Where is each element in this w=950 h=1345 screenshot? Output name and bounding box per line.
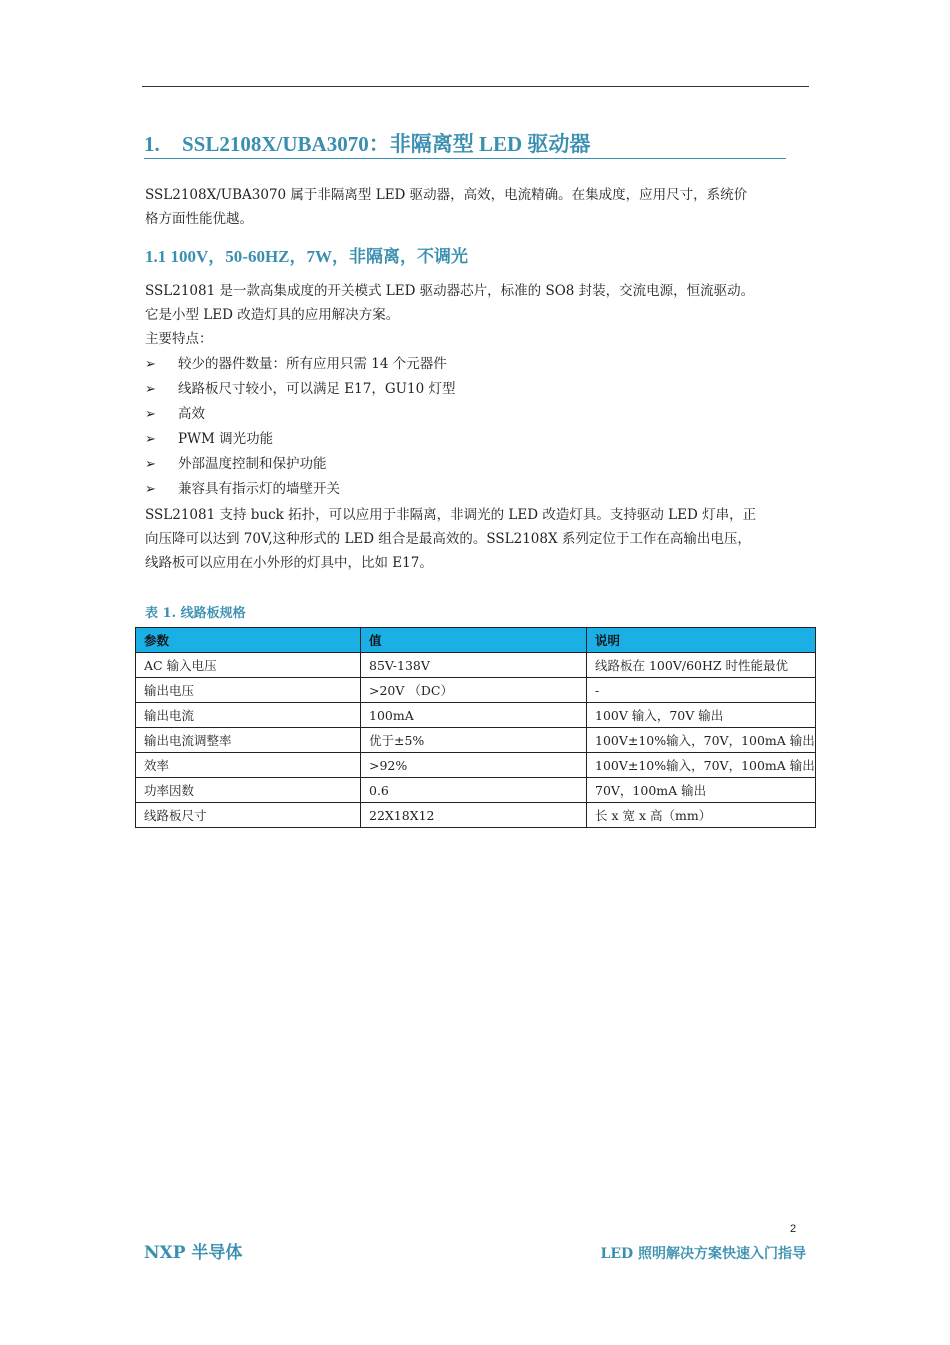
footer-guide-title: LED 照明解决方案快速入门指导: [600, 1246, 806, 1262]
table-cell: 功率因数: [136, 778, 361, 803]
list-item: [145, 377, 455, 402]
desc-line: 它是小型 LED 改造灯具的应用解决方案。: [145, 307, 400, 323]
section-number: 1.: [144, 132, 160, 156]
arrow-bullet-icon: ➢: [145, 432, 156, 447]
column-header: 参数: [136, 628, 361, 653]
table-cell: -: [587, 678, 816, 703]
intro-line: SSL2108X/UBA3070 属于非隔离型 LED 驱动器，高效，电流精确。在集成度，应用尺寸，系统价: [145, 187, 748, 203]
feature-list: [145, 352, 455, 502]
list-item: [145, 352, 455, 377]
arrow-bullet-icon: ➢: [145, 357, 156, 372]
header-rule: [142, 86, 809, 87]
table-cell: >92%: [361, 753, 587, 778]
intro-line: 格方面性能优越。: [145, 211, 253, 227]
subsection-body: [145, 503, 810, 575]
desc-line: SSL21081 是一款高集成度的开关模式 LED 驱动器芯片，标准的 SO8 封装，交流电源，恒流驱动。: [145, 283, 755, 299]
body-line: SSL21081 支持 buck 拓扑，可以应用于非隔离，非调光的 LED 改造灯具。支持驱动 LED 灯串，正: [145, 507, 757, 523]
table-caption: 表 1. 线路板规格: [145, 606, 246, 621]
feature-text: 高效: [178, 406, 205, 422]
feature-text: 兼容具有指示灯的墙壁开关: [178, 481, 340, 497]
table-cell: AC 输入电压: [136, 653, 361, 678]
arrow-bullet-icon: ➢: [145, 482, 156, 497]
table-row: [136, 728, 816, 753]
table-cell: 效率: [136, 753, 361, 778]
table-cell: 输出电流调整率: [136, 728, 361, 753]
list-item: [145, 402, 455, 427]
list-item: [145, 477, 455, 502]
subsection-heading: 1.1 100V，50-60HZ，7W，非隔离，不调光: [145, 247, 468, 266]
table-row: [136, 803, 816, 828]
page-number: 2: [790, 1223, 797, 1235]
arrow-bullet-icon: ➢: [145, 407, 156, 422]
table-cell: >20V （DC）: [361, 678, 587, 703]
column-header: 说明: [587, 628, 816, 653]
feature-text: 较少的器件数量：所有应用只需 14 个元器件: [178, 356, 447, 372]
table-cell: 输出电流: [136, 703, 361, 728]
list-item: [145, 427, 455, 452]
table-cell: 22X18X12: [361, 803, 587, 828]
feature-text: 外部温度控制和保护功能: [178, 456, 327, 472]
table-cell: 长 x 宽 x 高（mm）: [587, 803, 816, 828]
section-title: SSL2108X/UBA3070：非隔离型 LED 驱动器: [182, 132, 591, 156]
table-cell: 输出电压: [136, 678, 361, 703]
section-intro: [145, 183, 810, 231]
table-row: [136, 703, 816, 728]
table-row: [136, 778, 816, 803]
table-cell: 100mA: [361, 703, 587, 728]
section-heading: [144, 130, 786, 159]
column-header: 值: [361, 628, 587, 653]
table-cell: 85V-138V: [361, 653, 587, 678]
table-cell: 0.6: [361, 778, 587, 803]
features-title: 主要特点：: [145, 331, 213, 347]
table-cell: 100V±10%输入，70V，100mA 输出: [587, 728, 816, 753]
table-cell: 100V±10%输入，70V，100mA 输出: [587, 753, 816, 778]
arrow-bullet-icon: ➢: [145, 382, 156, 397]
feature-text: 线路板尺寸较小，可以满足 E17，GU10 灯型: [178, 381, 456, 397]
footer-company: NXP 半导体: [144, 1243, 243, 1263]
body-line: 向压降可以达到 70V,这种形式的 LED 组合是最高效的。SSL2108X 系列定位于工作在高输出电压，: [145, 531, 751, 547]
table-cell: 线路板在 100V/60HZ 时性能最优: [587, 653, 816, 678]
table-cell: 线路板尺寸: [136, 803, 361, 828]
body-line: 线路板可以应用在小外形的灯具中，比如 E17。: [145, 555, 433, 571]
feature-text: PWM 调光功能: [178, 431, 274, 447]
spec-table: [135, 627, 816, 828]
list-item: [145, 452, 455, 477]
table-row: [136, 753, 816, 778]
table-header-row: [136, 628, 816, 653]
table-row: [136, 653, 816, 678]
arrow-bullet-icon: ➢: [145, 457, 156, 472]
table-cell: 优于±5%: [361, 728, 587, 753]
table-cell: 100V 输入，70V 输出: [587, 703, 816, 728]
table-cell: 70V，100mA 输出: [587, 778, 816, 803]
subsection-description: [145, 279, 810, 351]
table-row: [136, 678, 816, 703]
